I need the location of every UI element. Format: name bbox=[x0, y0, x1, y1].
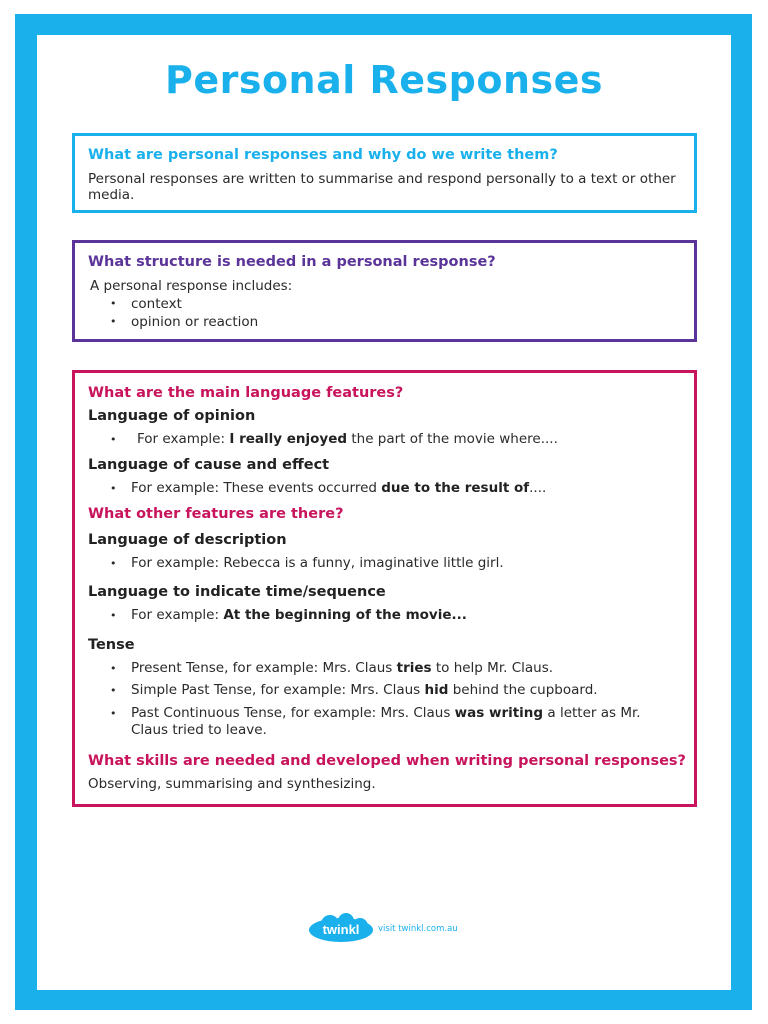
tense-present: Present Tense, for example: Mrs. Claus tries to help Mr. Claus. bbox=[131, 660, 554, 676]
section-features-question: What are the main language features? bbox=[88, 385, 404, 401]
tense-heading: Tense bbox=[88, 637, 135, 653]
bullet-icon: • bbox=[110, 684, 117, 697]
bullet-icon: • bbox=[110, 609, 117, 622]
page-title: Personal Responses bbox=[164, 58, 604, 102]
bullet-icon: • bbox=[110, 557, 117, 570]
bullet-icon: • bbox=[110, 433, 117, 446]
section-structure-question: What structure is needed in a personal response? bbox=[88, 254, 496, 270]
structure-item-context: context bbox=[131, 296, 182, 312]
bullet-icon: • bbox=[110, 297, 117, 310]
tense-continuous-line2: Claus tried to leave. bbox=[131, 722, 267, 738]
opinion-heading: Language of opinion bbox=[88, 408, 256, 424]
section-structure-intro: A personal response includes: bbox=[90, 278, 293, 294]
logo-cloud-icon bbox=[308, 913, 374, 943]
tense-past: Simple Past Tense, for example: Mrs. Claus hid behind the cupboard. bbox=[131, 682, 598, 698]
description-heading: Language of description bbox=[88, 532, 287, 548]
opinion-example: For example: I really enjoyed the part of the movie where.... bbox=[137, 431, 558, 447]
other-features-question: What other features are there? bbox=[88, 506, 344, 522]
time-example: For example: At the beginning of the movie... bbox=[131, 607, 467, 623]
section-purpose-question: What are personal responses and why do we write them? bbox=[88, 147, 558, 163]
section-purpose-text: Personal responses are written to summarise and respond personally to a text or other media. bbox=[88, 171, 676, 203]
skills-question: What skills are needed and developed when writing personal responses? bbox=[88, 753, 686, 769]
time-heading: Language to indicate time/sequence bbox=[88, 584, 386, 600]
structure-item-opinion: opinion or reaction bbox=[131, 314, 259, 330]
skills-text: Observing, summarising and synthesizing. bbox=[88, 776, 376, 792]
bullet-icon: • bbox=[110, 662, 117, 675]
bullet-icon: • bbox=[110, 315, 117, 328]
logo-text: twinkl bbox=[322, 922, 360, 937]
description-example: For example: Rebecca is a funny, imaginative little girl. bbox=[131, 555, 504, 571]
visit-link[interactable]: visit twinkl.com.au bbox=[378, 924, 458, 934]
cause-heading: Language of cause and effect bbox=[88, 457, 330, 473]
bullet-icon: • bbox=[110, 482, 117, 495]
twinkl-logo[interactable] bbox=[308, 913, 374, 943]
bullet-icon: • bbox=[110, 707, 117, 720]
cause-example: For example: These events occurred due to the result of.... bbox=[131, 480, 547, 496]
tense-continuous: Past Continuous Tense, for example: Mrs. Claus was writing a letter as Mr. bbox=[131, 705, 641, 721]
